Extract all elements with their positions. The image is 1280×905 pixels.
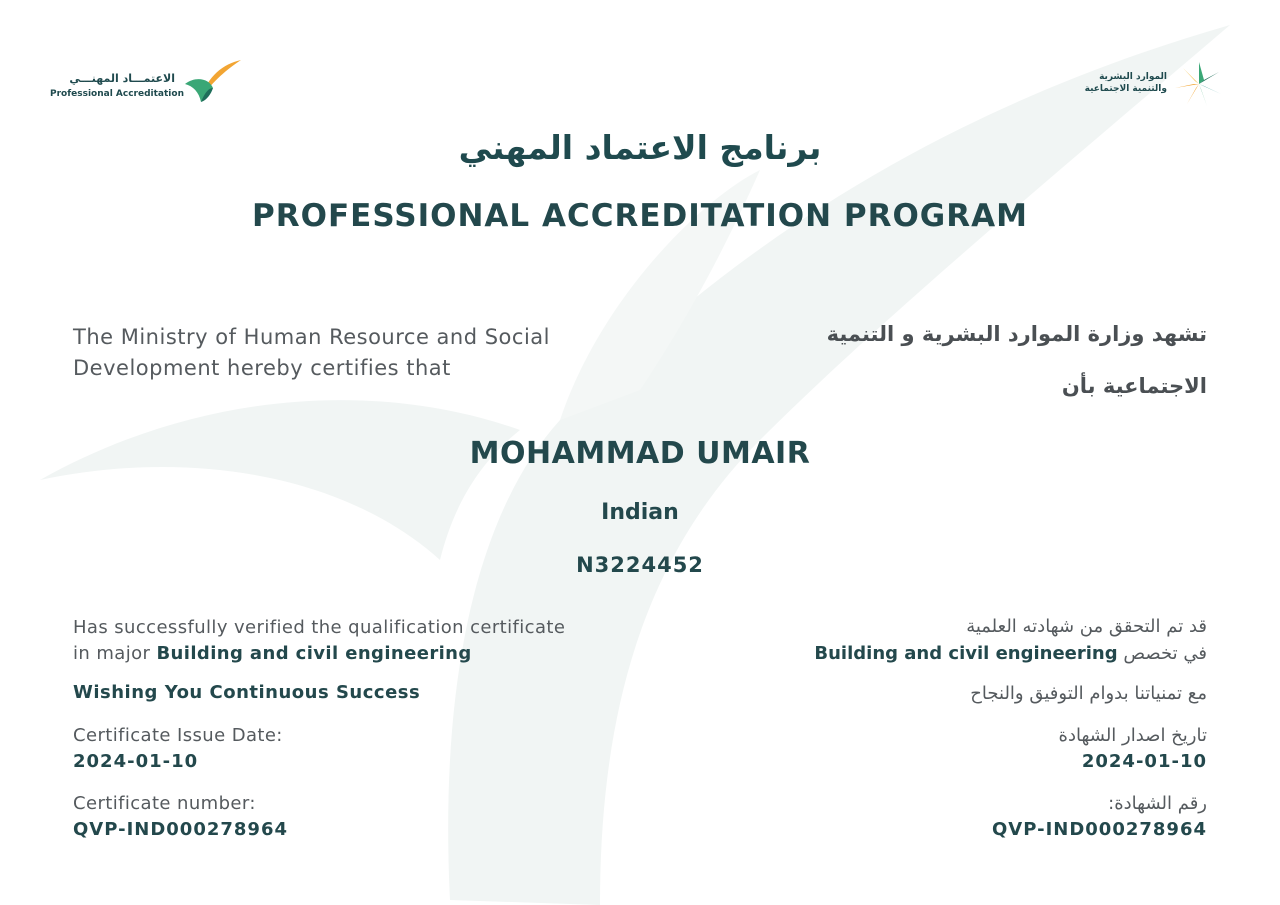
verification-english-line2 — [73, 641, 565, 667]
cert-number-label-arabic: رقم الشهادة: — [1108, 793, 1207, 814]
holder-name: MOHAMMAD UMAIR — [469, 436, 811, 471]
certifies-arabic — [787, 308, 1207, 412]
verification-arabic — [814, 613, 1207, 667]
major-value-right: Building and civil engineering — [814, 643, 1118, 664]
major-value: Building and civil engineering — [156, 643, 472, 664]
certifies-arabic-line2: الاجتماعية بأن — [1061, 374, 1207, 398]
cert-number-value: QVP-IND000278964 — [73, 819, 289, 840]
holder-id-number: N3224452 — [576, 553, 704, 577]
certifies-english — [73, 322, 550, 384]
verification-arabic-line1: قد تم التحقق من شهادته العلمية — [966, 616, 1207, 637]
verification-english-line1: Has successfully verified the qualification certificate — [73, 617, 566, 638]
title-english: PROFESSIONAL ACCREDITATION PROGRAM — [252, 198, 1028, 234]
cert-number-english — [73, 791, 288, 843]
professional-accreditation-logo — [48, 58, 248, 108]
certifies-english-line2: Development hereby certifies that — [73, 356, 451, 380]
logo-arabic-text: الاعتمـــاد المهنـــي — [69, 72, 175, 85]
issue-date-arabic — [1059, 723, 1207, 775]
ministry-logo-line1: الموارد البشرية — [1099, 72, 1167, 82]
cert-number-arabic — [992, 791, 1207, 843]
issue-date-value-right: 2024-01-10 — [1081, 751, 1207, 772]
ministry-star-icon — [1171, 60, 1229, 108]
ministry-logo-line2: والتنمية الاجتماعية — [1084, 84, 1167, 94]
accreditation-bird-icon — [183, 58, 245, 104]
holder-nationality: Indian — [601, 500, 679, 525]
cert-number-value-right: QVP-IND000278964 — [991, 819, 1207, 840]
issue-date-english — [73, 723, 283, 775]
wishes-english: Wishing You Continuous Success — [73, 682, 421, 703]
major-prefix: in major — [73, 643, 151, 664]
issue-date-label: Certificate Issue Date: — [73, 725, 283, 746]
issue-date-value: 2024-01-10 — [73, 751, 199, 772]
certifies-arabic-line1: تشهد وزارة الموارد البشرية و التنمية — [826, 322, 1207, 346]
ministry-logo — [1085, 58, 1235, 108]
verification-english — [73, 615, 565, 667]
logo-english-text: Professional Accreditation — [50, 89, 184, 99]
wishes-arabic: مع تمنياتنا بدوام التوفيق والنجاح — [970, 683, 1207, 704]
major-prefix-arabic: في تخصص — [1123, 643, 1207, 664]
title-arabic: برنامج الاعتماد المهني — [458, 128, 822, 167]
verification-arabic-line2 — [814, 640, 1207, 667]
cert-number-label: Certificate number: — [73, 793, 256, 814]
certifies-english-line1: The Ministry of Human Resource and Social — [73, 325, 550, 349]
issue-date-label-arabic: تاريخ اصدار الشهادة — [1058, 725, 1207, 746]
